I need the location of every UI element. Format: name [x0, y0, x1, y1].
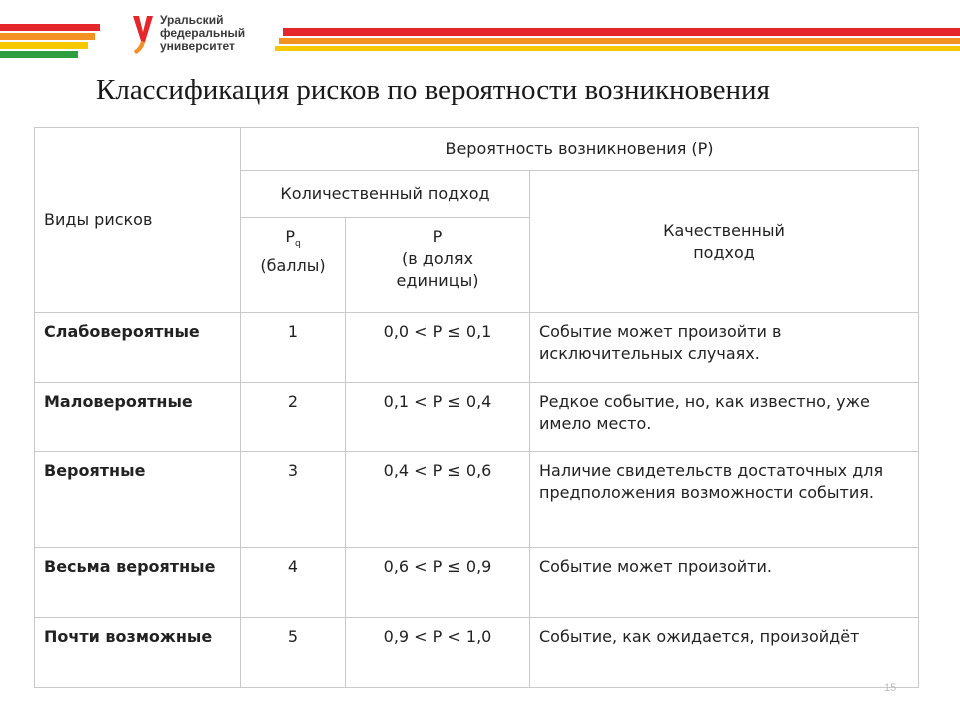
- header-quantitative: [241, 171, 530, 218]
- header-quantitative-label: Количественный подход: [280, 184, 490, 203]
- header-pq: [241, 218, 346, 313]
- header-risk-types-label: Виды рисков: [44, 210, 153, 229]
- header-p: [346, 218, 530, 313]
- score-cell: 4: [241, 548, 346, 618]
- brand-line-2: федеральный: [160, 26, 246, 40]
- table-row: [35, 383, 919, 452]
- risk-type-cell: Весьма вероятные: [35, 548, 241, 618]
- header-stripe-red-left: [0, 24, 100, 31]
- header-qualitative-line-1: Качественный: [663, 220, 785, 240]
- university-logo: [132, 14, 245, 56]
- header-stripe-green-left: [0, 51, 78, 58]
- header-stripe-yellow-right: [275, 46, 960, 51]
- table-row: [35, 618, 919, 688]
- table-row: [35, 313, 919, 383]
- risk-type-cell: Почти возможные: [35, 618, 241, 688]
- header-stripe-orange-right: [279, 38, 960, 44]
- score-cell: 1: [241, 313, 346, 383]
- range-cell: 0,0 < P ≤ 0,1: [346, 313, 530, 383]
- range-cell: 0,9 < P < 1,0: [346, 618, 530, 688]
- risk-classification-table: [34, 127, 919, 688]
- score-cell: 2: [241, 383, 346, 452]
- header-probability-label: Вероятность возникновения (Р): [445, 139, 714, 158]
- header-qualitative-line-2: подход: [693, 242, 755, 262]
- header-stripe-red-right: [283, 28, 960, 36]
- range-cell: 0,1 < P ≤ 0,4: [346, 383, 530, 452]
- header-pq-subscript: q: [294, 239, 301, 250]
- brand-line-1: Уральский: [160, 13, 224, 27]
- description-cell: Наличие свидетельств достаточных для предположения возможности события.: [530, 452, 919, 548]
- risk-type-cell: Маловероятные: [35, 383, 241, 452]
- header-p-unit-line-1: (в долях: [402, 249, 473, 268]
- description-cell: Событие, как ожидается, произойдёт: [530, 618, 919, 688]
- page-number: 15: [884, 682, 897, 694]
- description-cell: Событие может произойти в исключительных случаях.: [530, 313, 919, 383]
- ural-u-logo-icon: [132, 14, 154, 56]
- header-pq-unit: (баллы): [260, 256, 326, 276]
- description-cell: Редкое событие, но, как известно, уже имело место.: [530, 383, 919, 452]
- header-p-unit-line-2: единицы): [396, 271, 479, 290]
- score-cell: 5: [241, 618, 346, 688]
- header-pq-symbol: P: [285, 227, 295, 246]
- header-stripe-yellow-left: [0, 42, 88, 49]
- header-p-symbol: P: [432, 227, 443, 246]
- header-qualitative: [530, 171, 919, 313]
- risk-type-cell: Слабовероятные: [35, 313, 241, 383]
- range-cell: 0,4 < P ≤ 0,6: [346, 452, 530, 548]
- header-stripe-orange-left: [0, 33, 95, 40]
- header-row-1: [35, 128, 919, 171]
- brand-line-3: университет: [160, 39, 235, 53]
- slide-title: Классификация рисков по вероятности возникновения: [96, 74, 770, 106]
- range-cell: 0,6 < P ≤ 0,9: [346, 548, 530, 618]
- header-probability: [241, 128, 919, 171]
- table-row: [35, 452, 919, 548]
- risk-type-cell: Вероятные: [35, 452, 241, 548]
- description-cell: Событие может произойти.: [530, 548, 919, 618]
- table-row: [35, 548, 919, 618]
- score-cell: 3: [241, 452, 346, 548]
- header-risk-types: [35, 128, 241, 313]
